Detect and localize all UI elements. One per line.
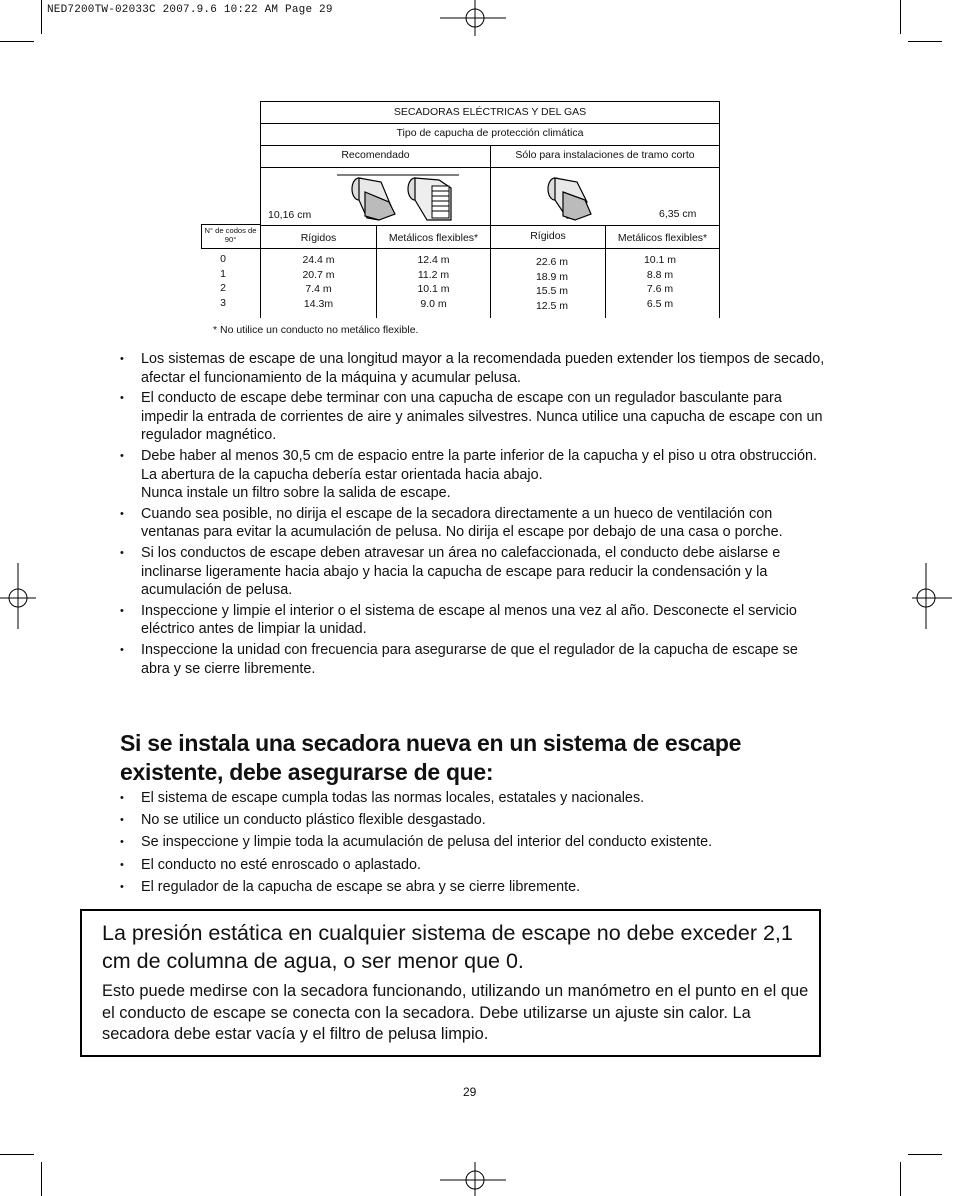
static-pressure-notice [80,909,821,1057]
group-short: Sólo para instalaciones de tramo corto [515,149,695,161]
table-title: SECADORAS ELÉCTRICAS Y DEL GAS [393,106,587,118]
elbows-header: N° de codos de 90° [204,226,257,244]
table-footnote: * No utilice un conducto no metálico flexible. [213,324,419,336]
rec-rigid-values: 24.4 m 20.7 m 7.4 m 14.3m [302,254,335,310]
rec-flex-values: 12.4 m 11.2 m 10.1 m 9.0 m [417,254,450,310]
size-recommended: 10,16 cm [268,209,312,221]
short-rigid-values: 22.6 m 18.9 m 15.5 m 12.5 m [535,256,569,312]
size-short: 6,35 cm [659,208,697,220]
notice-body: Esto puede medirse con la secadora funcionando, utilizando un manómetro en el punto en el que el conducto de escape se conecta con la secadora. Debe utilizarse un ajuste sin calor. La secadora debe estar vacía y el filtro de pelusa limpio. [102,982,809,1043]
list-item: • Inspeccione la unidad con frecuencia para asegurarse de que el regulador de la capucha de escape se abra y se cierre libremente. [120,641,798,677]
table-subtitle: Tipo de capucha de protección climática [396,127,584,139]
elbows-column: 0 1 2 3 [220,253,226,309]
list-item: • Se inspeccione y limpie toda la acumulación de pelusa del interior del conducto existente. [120,834,713,851]
list-item: • Inspeccione y limpie el interior o el sistema de escape al menos una vez al año. Desconecte el servicio eléctrico antes de limpiar la unidad. [120,602,797,638]
list-item: • Cuando sea posible, no dirija el escape de la secadora directamente a un hueco de ventilación con ventanas para evitar la acumulación de pelusa. No dirija el escape por debajo de una casa o porche. [120,505,783,541]
list-item: • El sistema de escape cumpla todas las normas locales, estatales y nacionales. [120,790,645,806]
hood-icon-recommended [335,172,465,227]
short-flex-values: 10.1 m 8.8 m 7.6 m 6.5 m [643,254,677,310]
printer-slug: NED7200TW-02033C 2007.9.6 10:22 AM Page 29 [47,4,333,16]
list-item: • Debe haber al menos 30,5 cm de espacio entre la parte inferior de la capucha y el piso u otra obstrucción. La abertura de la capucha debería estar orientada hacia abajo. Nunca instale un filtro sobre la salida de escape. [120,447,817,502]
section-heading: Si se instala una secadora nueva en un sistema de escape existente, debe asegurarse de que: [120,730,742,785]
col-rec-flex: Metálicos flexibles* [388,232,479,244]
registration-mark-bottom [440,1160,510,1196]
notice-title: La presión estática en cualquier sistema de escape no debe exceder 2,1 cm de columna de agua, o ser menor que 0. [102,921,793,973]
col-short-rigid: Rígidos [530,230,566,242]
existing-system-checklist [120,789,830,896]
list-item: • Los sistemas de escape de una longitud mayor a la recomendada pueden extender los tiempos de secado, afectar el funcionamiento de la máquina y acumular pelusa. [120,351,825,386]
vent-guidelines-list [120,350,830,678]
registration-mark-top [440,0,510,38]
group-recommended: Recomendado [341,149,410,161]
list-item: • El conducto no esté enroscado o aplastado. [120,856,422,873]
col-short-flex: Metálicos flexibles* [617,232,708,244]
list-item: • El regulador de la capucha de escape se abra y se cierre libremente. [120,878,581,895]
registration-mark-left [0,563,40,633]
list-item: • El conducto de escape debe terminar con una capucha de escape con un regulador basculante para impedir la entrada de corrientes de aire y animales silvestres. Nunca utilice una capucha de escape con un regulador magnético. [120,390,823,444]
col-rec-rigid: Rígidos [300,232,337,244]
list-item: • Si los conductos de escape deben atravesar un área no calefaccionada, el conducto debe aislarse e inclinarse ligeramente hacia abajo y hacia la capucha de escape para reducir la condensación y la acumulación de pelusa. [120,544,781,599]
list-item: • No se utilice un conducto plástico flexible desgastado. [120,812,486,829]
hood-icon-short-run [541,172,611,227]
registration-mark-right [912,563,954,633]
page-number: 29 [463,1085,477,1099]
vent-table [260,101,720,318]
